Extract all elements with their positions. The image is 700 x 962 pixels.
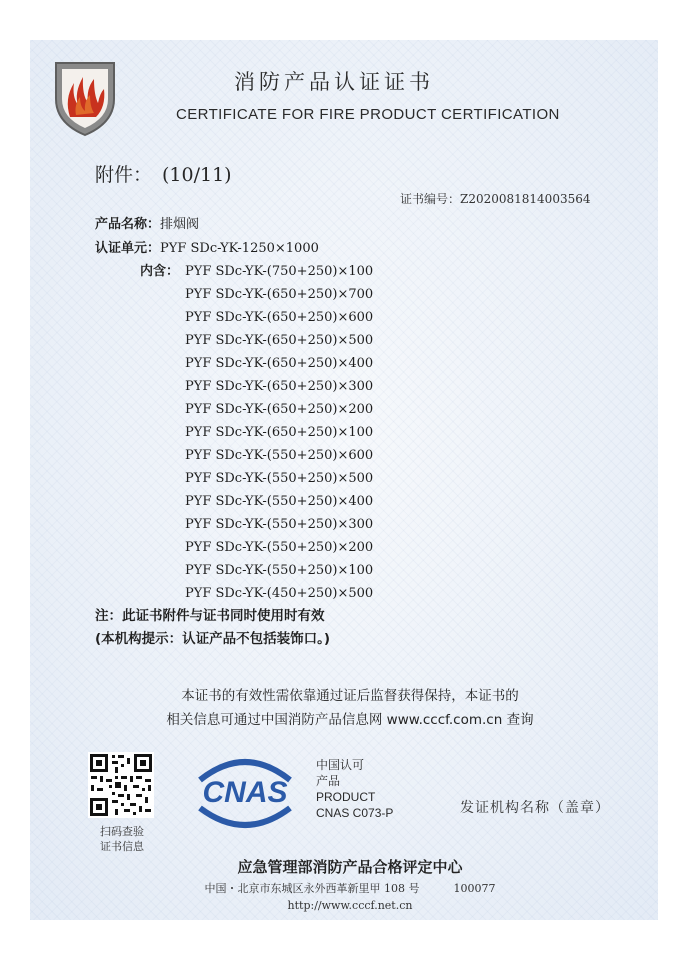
model-item: PYF SDc-YK-(550+250)×300 xyxy=(185,517,374,532)
model-item: PYF SDc-YK-(550+250)×200 xyxy=(185,540,374,555)
model-item: PYF SDc-YK-(650+250)×100 xyxy=(185,425,374,440)
product-name-value: 排烟阀 xyxy=(160,217,200,232)
qr-caption-line-2: 证书信息 xyxy=(100,840,144,853)
cnas-line-1: 中国认可 xyxy=(316,758,365,772)
organization-address-line xyxy=(0,880,700,896)
cnas-logo xyxy=(190,750,300,835)
qr-code xyxy=(88,752,154,818)
cert-unit-value: PYF SDc-YK-1250×1000 xyxy=(160,241,319,256)
cnas-accreditation-text xyxy=(316,757,393,821)
issuing-organization: 应急管理部消防产品合格评定中心 xyxy=(237,858,463,876)
organization-address: 中国・北京市东城区永外西革新里甲 108 号 xyxy=(204,882,420,895)
qr-caption xyxy=(82,824,162,854)
issuer-seal-label: 发证机构名称（盖章） xyxy=(460,800,610,816)
model-item: PYF SDc-YK-(550+250)×100 xyxy=(185,563,374,578)
model-list xyxy=(185,260,373,605)
cnas-line-2: 产品 xyxy=(316,774,341,788)
certificate-title-zh: 消防产品认证证书 xyxy=(234,70,434,94)
model-item: PYF SDc-YK-(650+250)×500 xyxy=(185,333,374,348)
attachment-indicator xyxy=(95,160,232,187)
cnas-line-4: CNAS C073-P xyxy=(316,806,394,820)
certificate-number: 证书编号：Z2020081814003564 xyxy=(400,192,591,206)
certificate-title-en: CERTIFICATE FOR FIRE PRODUCT CERTIFICATION xyxy=(176,106,560,123)
fire-emblem-logo xyxy=(50,55,120,137)
cert-unit-row xyxy=(95,237,319,256)
validity-line-2: 相关信息可通过中国消防产品信息网 www.cccf.com.cn 查询 xyxy=(166,712,534,728)
model-item: PYF SDc-YK-(750+250)×100 xyxy=(185,264,374,279)
validity-line-1: 本证书的有效性需依靠通过证后监督获得保持，本证书的 xyxy=(181,688,519,704)
postal-code: 100077 xyxy=(453,882,496,895)
note-validity: 注：此证书附件与证书同时使用时有效 xyxy=(95,608,325,624)
model-item: PYF SDc-YK-(550+250)×600 xyxy=(185,448,374,463)
cert-unit-label: 认证单元： xyxy=(95,241,161,256)
qr-caption-line-1: 扫码查验 xyxy=(100,825,144,838)
cnas-line-3: PRODUCT xyxy=(316,790,376,804)
product-name-row xyxy=(95,213,199,232)
model-item: PYF SDc-YK-(550+250)×500 xyxy=(185,471,374,486)
model-item: PYF SDc-YK-(650+250)×300 xyxy=(185,379,374,394)
note-exclusion: (本机构提示：认证产品不包括装饰口。) xyxy=(95,631,331,647)
attachment-page: (10/11) xyxy=(162,164,232,186)
model-item: PYF SDc-YK-(650+250)×400 xyxy=(185,356,374,371)
model-item: PYF SDc-YK-(550+250)×400 xyxy=(185,494,374,509)
attachment-label: 附件： xyxy=(95,164,153,186)
product-name-label: 产品名称： xyxy=(95,217,161,232)
model-item: PYF SDc-YK-(650+250)×700 xyxy=(185,287,374,302)
contains-label: 内含： xyxy=(140,264,180,279)
model-item: PYF SDc-YK-(450+250)×500 xyxy=(185,586,374,601)
model-item: PYF SDc-YK-(650+250)×200 xyxy=(185,402,374,417)
organization-website: http://www.cccf.net.cn xyxy=(287,899,413,912)
model-item: PYF SDc-YK-(650+250)×600 xyxy=(185,310,374,325)
cnas-logo-text: CNAS xyxy=(202,776,288,809)
